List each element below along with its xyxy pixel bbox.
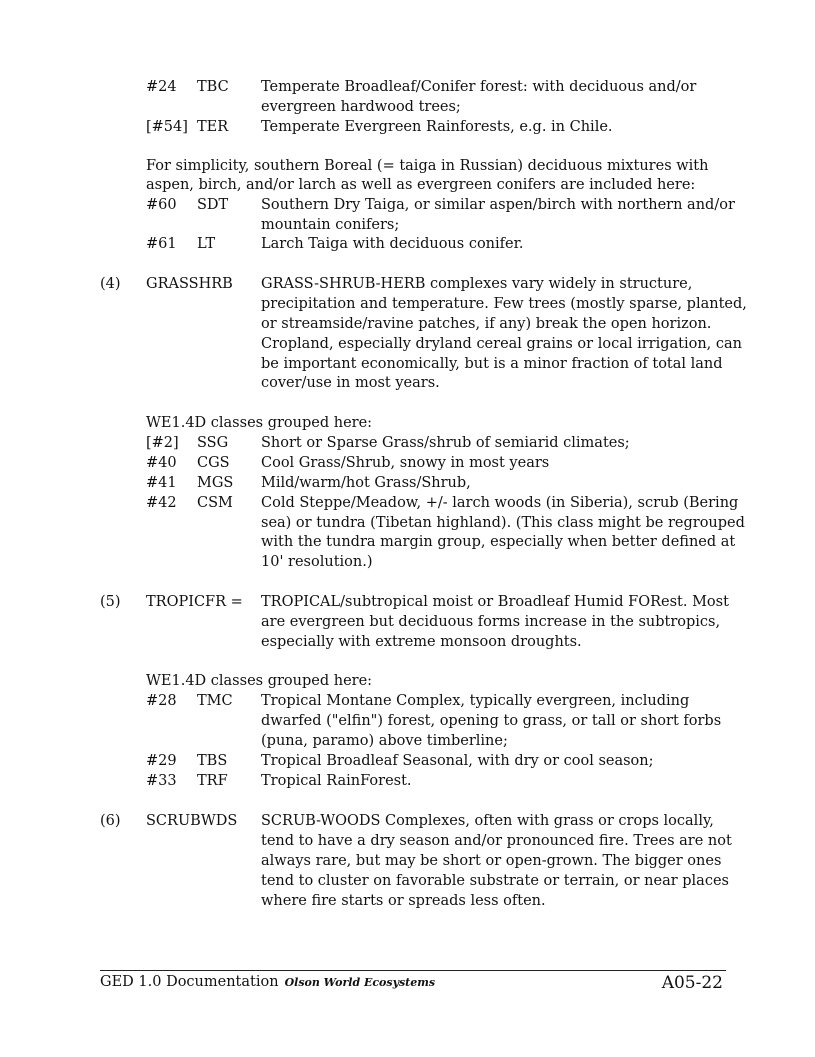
grouped-label: WE1.4D classes grouped here: — [146, 415, 373, 431]
class-code: MGS — [197, 475, 234, 491]
class-number: #40 — [146, 455, 177, 471]
class-description-line: (puna, paramo) above timberline; — [261, 733, 508, 749]
section-description-line: SCRUB-WOODS Complexes, often with grass or crops locally, — [261, 813, 714, 829]
note-line: aspen, birch, and/or larch as well as evergreen conifers are included here: — [146, 177, 696, 193]
class-description-line: Cold Steppe/Meadow, +/- larch woods (in Siberia), scrub (Bering — [261, 495, 739, 511]
section-index: (5) — [100, 594, 121, 610]
class-description-line: Cool Grass/Shrub, snowy in most years — [261, 455, 550, 471]
note-line: For simplicity, southern Boreal (= taiga in Russian) deciduous mixtures with — [146, 158, 709, 174]
section-description-line: precipitation and temperature. Few trees (mostly sparse, planted, — [261, 296, 747, 312]
class-code: LT — [197, 236, 216, 252]
section-description-line: GRASS-SHRUB-HERB complexes vary widely in structure, — [261, 276, 693, 292]
section-description-line: TROPICAL/subtropical moist or Broadleaf Humid FORest. Most — [261, 594, 729, 610]
section-description-line: where fire starts or spreads less often. — [261, 893, 546, 909]
class-description-line: Southern Dry Taiga, or similar aspen/birch with northern and/or — [261, 197, 735, 213]
class-number: #60 — [146, 197, 177, 213]
section-description-line: or streamside/ravine patches, if any) break the open horizon. — [261, 316, 712, 332]
section-description-line: cover/use in most years. — [261, 375, 440, 391]
section-description-line: especially with extreme monsoon droughts. — [261, 634, 582, 650]
class-description-line: Tropical RainForest. — [261, 773, 412, 789]
class-number: #41 — [146, 475, 177, 491]
class-description-line: sea) or tundra (Tibetan highland). (This class might be regrouped — [261, 515, 745, 531]
class-code: TBC — [197, 79, 229, 95]
footer-rule — [100, 970, 726, 971]
class-code: TMC — [197, 693, 233, 709]
class-number: #42 — [146, 495, 177, 511]
class-code: SSG — [197, 435, 229, 451]
section-index: (6) — [100, 813, 121, 829]
class-description-line: Tropical Broadleaf Seasonal, with dry or cool season; — [261, 753, 654, 769]
class-description-line: Larch Taiga with deciduous conifer. — [261, 236, 524, 252]
class-description-line: Temperate Evergreen Rainforests, e.g. in Chile. — [261, 119, 613, 135]
class-description-line: Temperate Broadleaf/Conifer forest: with deciduous and/or — [261, 79, 697, 95]
class-number: [#2] — [146, 435, 179, 451]
class-number: [#54] — [146, 119, 188, 135]
class-description-line: 10' resolution.) — [261, 554, 373, 570]
class-number: #61 — [146, 236, 177, 252]
grouped-label: WE1.4D classes grouped here: — [146, 673, 373, 689]
class-code: CGS — [197, 455, 230, 471]
section-description-line: tend to have a dry season and/or pronounced fire. Trees are not — [261, 833, 732, 849]
class-description-line: Mild/warm/hot Grass/Shrub, — [261, 475, 471, 491]
class-code: TBS — [197, 753, 228, 769]
class-number: #33 — [146, 773, 177, 789]
class-code: SDT — [197, 197, 229, 213]
class-number: #29 — [146, 753, 177, 769]
section-index: (4) — [100, 276, 121, 292]
section-name: GRASSHRB — [146, 276, 233, 292]
class-description-line: Tropical Montane Complex, typically evergreen, including — [261, 693, 690, 709]
section-name: SCRUBWDS — [146, 813, 238, 829]
page-number: A05-22 — [661, 973, 723, 993]
section-description-line: always rare, but may be short or open-grown. The bigger ones — [261, 853, 722, 869]
class-description-line: evergreen hardwood trees; — [261, 99, 461, 115]
class-number: #28 — [146, 693, 177, 709]
section-description-line: tend to cluster on favorable substrate or terrain, or near places — [261, 873, 729, 889]
section-description-line: Cropland, especially dryland cereal grains or local irrigation, can — [261, 336, 742, 352]
class-description-line: dwarfed ("elfin") forest, opening to grass, or tall or short forbs — [261, 713, 722, 729]
section-name: TROPICFR = — [146, 594, 243, 610]
section-description-line: are evergreen but deciduous forms increase in the subtropics, — [261, 614, 721, 630]
class-code: TRF — [197, 773, 228, 789]
class-description-line: with the tundra margin group, especially when better defined at — [261, 534, 736, 550]
footer-doc-title: GED 1.0 Documentation — [100, 974, 279, 990]
class-number: #24 — [146, 79, 177, 95]
section-description-line: be important economically, but is a minor fraction of total land — [261, 356, 723, 372]
class-description-line: Short or Sparse Grass/shrub of semiarid climates; — [261, 435, 630, 451]
class-code: CSM — [197, 495, 233, 511]
class-description-line: mountain conifers; — [261, 217, 400, 233]
class-code: TER — [197, 119, 229, 135]
footer-subtitle: Olson World Ecosystems — [284, 976, 436, 989]
footer-title — [100, 974, 435, 990]
